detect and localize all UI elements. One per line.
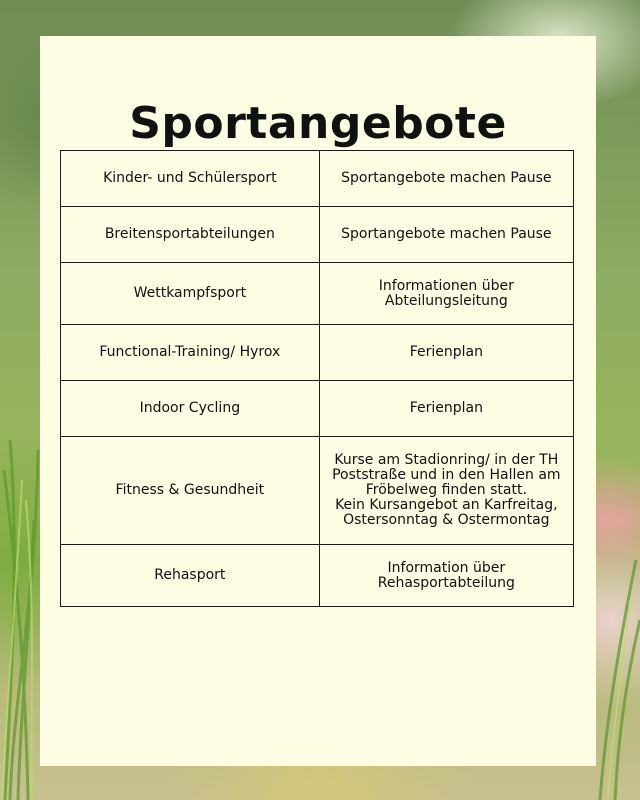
category-cell: Rehasport xyxy=(61,545,320,607)
page-title: Sportangebote xyxy=(129,98,507,149)
table-row xyxy=(61,325,574,381)
sport-offers-table xyxy=(60,150,574,607)
category-cell: Wettkampfsport xyxy=(61,263,320,325)
table-row xyxy=(61,545,574,607)
info-cell: Ferienplan xyxy=(319,325,573,381)
table-row xyxy=(61,151,574,207)
table-row xyxy=(61,263,574,325)
category-cell: Fitness & Gesundheit xyxy=(61,437,320,545)
info-cell: Sportangebote machen Pause xyxy=(319,207,573,263)
table-row xyxy=(61,437,574,545)
info-cell: Information über Rehasportabteilung xyxy=(319,545,573,607)
category-cell: Functional-Training/ Hyrox xyxy=(61,325,320,381)
category-cell: Kinder- und Schülersport xyxy=(61,151,320,207)
info-cell: Kurse am Stadionring/ in der TH Poststraße und in den Hallen am Fröbelweg finden statt. Kein Kursangebot an Karfreitag, Ostersonntag & Ostermontag xyxy=(319,437,573,545)
table-row xyxy=(61,381,574,437)
category-cell: Breitensportabteilungen xyxy=(61,207,320,263)
info-cell: Sportangebote machen Pause xyxy=(319,151,573,207)
info-card xyxy=(40,36,596,766)
info-cell: Informationen über Abteilungsleitung xyxy=(319,263,573,325)
info-cell: Ferienplan xyxy=(319,381,573,437)
table-row xyxy=(61,207,574,263)
category-cell: Indoor Cycling xyxy=(61,381,320,437)
